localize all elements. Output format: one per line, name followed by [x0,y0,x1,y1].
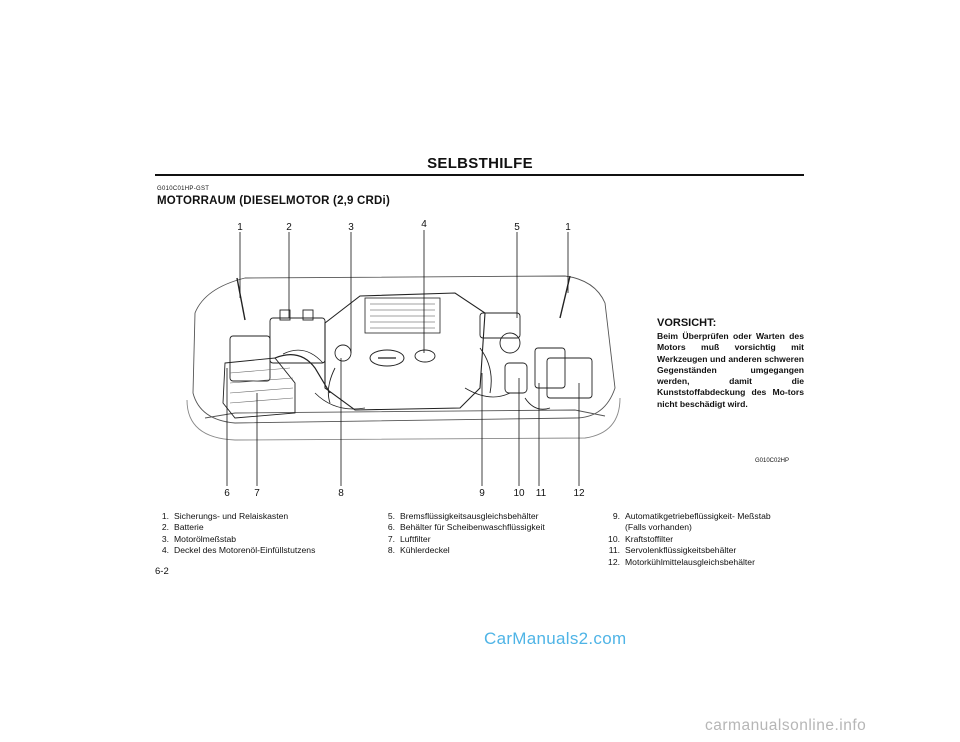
callout-label: 3 [348,222,354,233]
callout-label: 1 [237,222,243,233]
legend-item: 4. Deckel des Motorenöl-Einfüllstutzens [161,545,316,556]
legend-item: 7. Luftfilter [387,533,431,544]
legend-column-3 [602,511,771,568]
callout-label: 4 [421,219,427,230]
main-heading: MOTORRAUM (DIESELMOTOR (2,9 CRDi) [157,195,390,207]
engine-bay-illustration [175,218,635,503]
warning-text: Beim Überprüfen oder Warten des Motors muß vorsichtig mit Werkzeugen und anderen schweren Gegenständen umgegangen werden, damit die Kunststoffabdeckung des Mo-tors nicht beschädigt wird. [657,331,804,409]
watermark-link[interactable]: CarManuals2.com [484,629,627,648]
callout-label: 12 [573,488,585,499]
callout-label: 10 [513,488,525,499]
section-title: SELBSTHILFE [427,155,533,172]
legend-column-2 [381,511,545,557]
callout-label: 2 [286,222,292,233]
legend-item: 6. Behälter für Scheibenwaschflüssigkeit [387,522,545,533]
callout-label: 8 [338,488,344,499]
callout-label: 9 [479,488,485,499]
legend-item: 12. Motorkühlmittelausgleichsbehälter [608,556,755,567]
legend-item: 5. Bremsflüssigkeitsausgleichsbehälter [387,511,539,521]
watermark-link[interactable]: carmanualsonline.info [705,717,867,734]
legend-item-continuation: (Falls vorhanden) [625,522,692,533]
callout-label: 1 [565,222,571,233]
callout-label: 5 [514,222,520,233]
legend-item: 9. Automatikgetriebeflüssigkeit- Meßstab [612,511,771,521]
title-rule [155,174,804,176]
legend-item: 8. Kühlerdeckel [387,545,450,556]
legend-item: 11. Servolenkflüssigkeitsbehälter [608,545,737,556]
callout-label: 7 [254,488,260,499]
legend-item: 3. Motorölmeßstab [161,533,237,544]
legend-item: 2. Batterie [161,522,204,533]
callout-label: 6 [224,488,230,499]
legend-item: 10. Kraftstoffilter [608,533,674,544]
figure-code: G010C02HP [755,458,790,464]
document-code: G010C01HP-GST [157,186,210,192]
legend-item: 1. Sicherungs- und Relaiskasten [161,511,289,521]
page-number: 6-2 [155,566,169,577]
legend-column-1 [155,511,315,557]
warning-title: VORSICHT: [657,317,717,329]
callout-label: 11 [535,488,547,499]
